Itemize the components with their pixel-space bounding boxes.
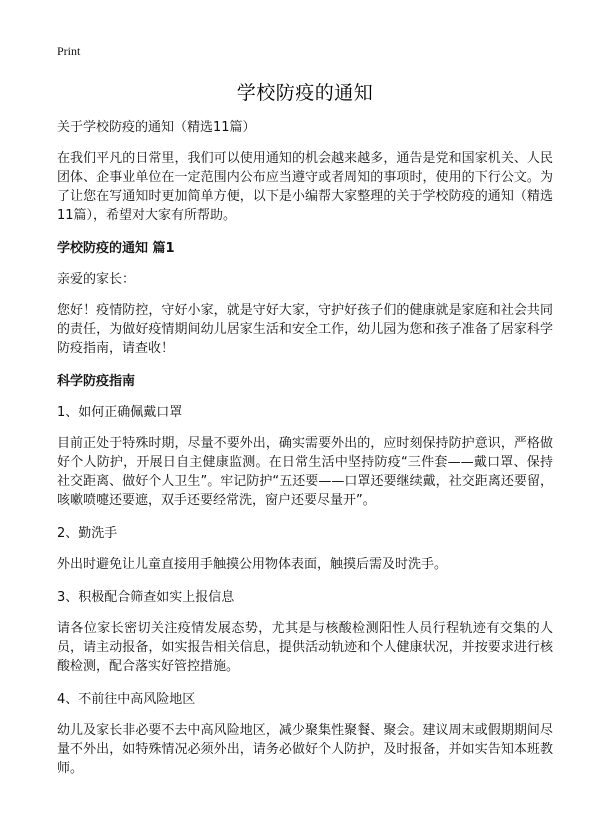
item-text-4: 幼儿及家长非必要不去中高风险地区，减少聚集性聚餐、聚会。建议周末或假期期间尽量不外出，如特殊情况必须外出，请务必做好个人防护，及时报备，并如实告知本班教师。	[57, 723, 553, 776]
guide-heading: 科学防疫指南	[57, 374, 136, 389]
article-heading: 学校防疫的通知 篇1	[57, 241, 175, 256]
article-paragraph: 您好！疫情防控，守好小家，就是守好大家，守护好孩子们的健康就是家庭和社会共同的责任，为做好疫情期间幼儿居家生活和安全工作，幼儿园为您和孩子准备了居家科学防疫指南，请查收！	[57, 303, 553, 356]
document-subtitle: 关于学校防疫的通知（精选11篇）	[57, 120, 256, 135]
item-heading-3: 3、积极配合筛查如实上报信息	[57, 590, 235, 605]
document-page	[57, 78, 553, 792]
item-text-2: 外出时避免让儿童直接用手触摸公用物体表面，触摸后需及时洗手。	[57, 557, 448, 572]
greeting: 亲爱的家长：	[57, 272, 136, 287]
intro-paragraph: 在我们平凡的日常里，我们可以使用通知的机会越来越多，通告是党和国家机关、人民团体、企事业单位在一定范围内公布应当遵守或者周知的事项时，使用的下行公文。为了让您在写通知时更加简单方便，以下是小编帮大家整理的关于学校防疫的通知（精选11篇），希望对大家有所帮助。	[57, 151, 553, 223]
item-heading-2: 2、勤洗手	[57, 526, 118, 541]
item-text-3: 请各位家长密切关注疫情发展态势，尤其是与核酸检测阳性人员行程轨迹有交集的人员，请主动报备，如实报告相关信息，提供活动轨迹和个人健康状况，并按要求进行核酸检测，配合落实好管控措施。	[57, 621, 553, 674]
item-heading-1: 1、如何正确佩戴口罩	[57, 405, 183, 420]
item-heading-4: 4、不前往中高风险地区	[57, 692, 196, 707]
print-link[interactable]: Print	[57, 44, 81, 58]
item-text-1: 目前正处于特殊时期，尽量不要外出，确实需要外出的，应时刻保持防护意识，严格做好个人防护，开展日自主健康监测。在日常生活中坚持防疫“三件套——戴口罩、保持社交距离、做好个人卫生”。牢记防护“五还要——口罩还要继续戴，社交距离还要留，咳嗽喷嚏还要遮，双手还要经常洗，窗户还要尽量开”。	[57, 436, 553, 508]
document-title: 学校防疫的通知	[236, 82, 374, 104]
